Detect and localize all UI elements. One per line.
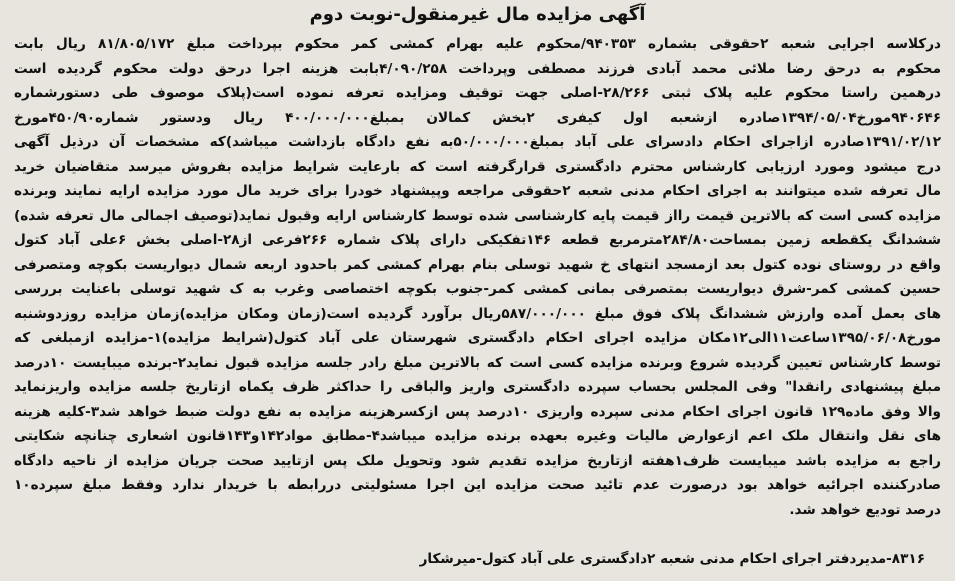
body-line: های نقل وانتقال ملک اعم ازعوارض مالیات وغیره بعهده برنده مزایده میباشد۴-مطابق مواد۱۴۲و۱۴۳قانون اشعاری چنانچه شکایتی [14,428,941,444]
body-line: درصد تودیع خواهد شد. [789,501,941,518]
body-line: ششدانگ یکقطعه زمین بمساحت۲۸۴/۸۰مترمربع قطعه ۱۴۶تفکیکی دارای پلاک شماره ۲۶۶فرعی از۲۸-اصلی بخش ۶علی آباد کتول [14,232,941,248]
body-line: والا وفق ماده۱۲۹ قانون اجرای احکام مدنی سپرده واریزی ۱۰درصد پس ازکسرهزینه مزایده به نفع دولت ضبط خواهد شد۳-کلیه هزینه [14,403,941,420]
body-line: واقع در روستای نوده کتول بعد ازمسجد انتهای خ شهید توسلی بنام بهرام کمشی کمر باحدود اربعه شمال دیواریست بکوچه ومتصرفی [14,256,941,273]
body-line: محکوم به درحق رضا ملائی محمد آبادی فرزند مصطفی وپرداخت ۴/۰۹۰/۲۵۸بابت هزینه اجرا درحق دولت محکوم گردیده است [14,60,941,77]
body-line: راجع به مزایده باشد میبایست ظرف۱هفته ازتاریخ مزایده تقدیم شود وتحویل ملک پس ازتایید صحت جریان مزایده از ناحیه دادگاه [14,452,941,469]
notice-signature: ۸۳۱۶-مدیردفتر اجرای احکام مدنی شعبه ۲دادگستری علی آباد کتول-میرشکار [419,551,925,567]
body-line: مال تعرفه شده میتوانند به اجرای احکام مدنی شعبه ۲حقوقی مراجعه وپیشنهاد خودرا برای خرید مال مورد مزایده ارایه نمایند وبرنده [14,183,941,199]
body-line: درکلاسه اجرایی شعبه ۲حقوقی بشماره ۹۴۰۳۵۳/محکوم علیه بهرام کمشی کمر محکوم بپرداخت مبلغ ۸۱/۸۰۵/۱۷۲ ریال بابت [14,36,941,52]
body-line: ۱۳۹۱/۰۲/۱۲صادره ازاجرای احکام دادسرای علی آباد بمبلغ۵۰/۰۰۰/۰۰۰به نفع دادگاه بازداشت میباشد)که مشخصات آن درذیل آگهی [14,134,941,150]
body-line: توسط کارشناس تعیین گردیده شروع وبرنده مزایده کسی است که بالاترین مبلغ رادر جلسه مزایده قبول نماید۲-برنده میبایست ۱۰درصد [14,354,941,371]
body-line: حسین کمشی کمر-شرق دیواریست بمتصرفی بمانی کمشی کمر-جنوب بکوچه اختصاصی وغرب به ک شهید توسلی باعنایت بررسی [14,281,941,297]
body-line: مورخ۱۳۹۵/۰۶/۰۸ساعت۱۱الی۱۲مکان مزایده اجرای احکام دادگستری شهرستان علی آباد کتول(شرایط مزایده)۱-مزایده ازمبلغی که [14,330,941,346]
body-line: مبلغ پیشنهادی رانقدا" وفی المجلس بحساب سپرده دادگستری واریز والباقی را حداکثر ظرف یکماه ازتاریخ جلسه مزایده واریزنماید [14,379,941,395]
body-line: صادرکننده اجرائیه خواهد بود درصورت عدم تائید صحت مزایده این اجرا مسئولیتی دررابطه با خریدار ندارد وفقط مبلغ سپرده۱۰ [14,477,941,493]
body-line: ۹۴۰۶۴۶مورخ۱۳۹۴/۰۵/۰۴صادره ازشعبه اول کیفری ۲بخش کمالان بمبلغ۴۰۰/۰۰۰/۰۰۰ ریال ودستور شماره۴۵۰/۹۰مورخ [14,109,941,126]
body-line: های بعمل آمده وارزش ششدانگ پلاک فوق مبلغ ۵۸۷/۰۰۰/۰۰۰ریال برآورد گردیده است(زمان ومکان مزایده)زمان مزایده روزدوشنبه [14,305,941,322]
body-line: مزایده کسی است که بالاترین قیمت رااز قیمت پایه کارشناسی شده توسط کارشناس ارایه وقبول نماید(توصیف اجمالی مال تعرفه شده) [14,207,941,224]
notice-title: آگهی مزایده مال غیرمنقول-نوبت دوم [309,4,646,25]
body-line: درج میشود ومورد ارزیابی کارشناس محترم دادگستری قرارگرفته است که بارعایت شرایط مزایده بفروش میرسد متقاضیان خرید [14,158,941,175]
body-line: درهمین راستا محکوم علیه پلاک ثبتی ۲۸/۲۶۶-اصلی جهت توقیف ومزایده تعرفه نموده است(پلاک موصوف طی دستورشماره [14,85,941,101]
notice-body [14,32,941,522]
